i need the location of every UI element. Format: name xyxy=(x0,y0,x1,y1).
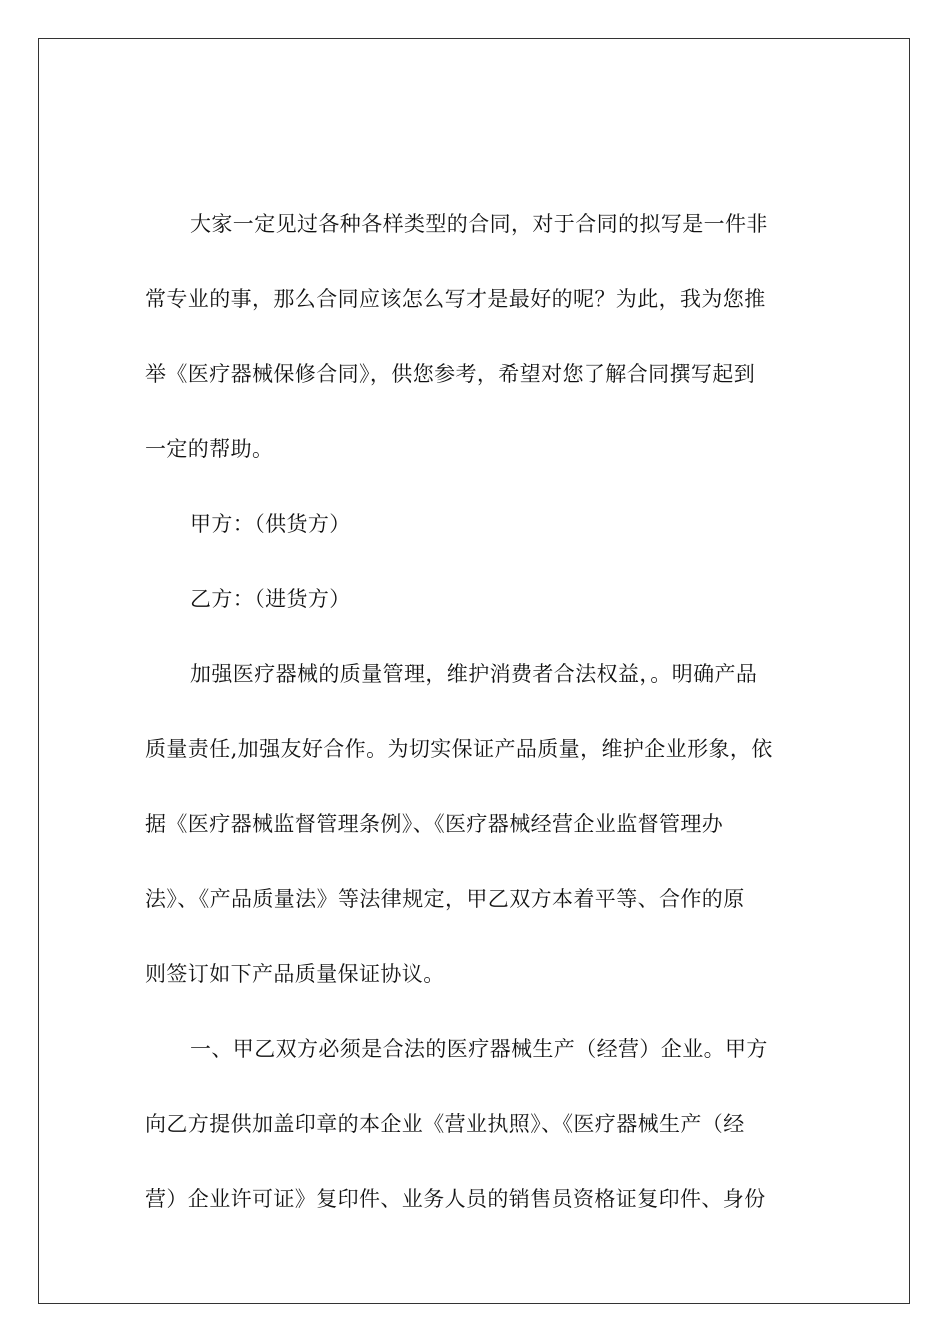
paragraph-purpose-line-1: 加强医疗器械的质量管理，维护消费者合法权益，。明确产品 xyxy=(190,662,758,686)
paragraph-purpose-line-2: 质量责任,加强友好合作。为切实保证产品质量，维护企业形象，依 xyxy=(145,737,773,761)
paragraph-intro-line-1: 大家一定见过各种各样类型的合同，对于合同的拟写是一件非 xyxy=(190,212,768,236)
paragraph-purpose-line-5: 则签订如下产品质量保证协议。 xyxy=(145,962,445,986)
paragraph-intro-line-2: 常专业的事，那么合同应该怎么写才是最好的呢？为此，我为您推 xyxy=(145,287,766,311)
clause-one-line-2: 向乙方提供加盖印章的本企业《营业执照》、《医疗器械生产（经 xyxy=(145,1112,745,1136)
clause-one-line-1: 一、甲乙双方必须是合法的医疗器械生产（经营）企业。甲方 xyxy=(190,1037,768,1061)
paragraph-intro-line-4: 一定的帮助。 xyxy=(145,437,274,461)
document-body xyxy=(145,187,805,1237)
paragraph-intro-line-3: 举《医疗器械保修合同》，供您参考，希望对您了解合同撰写起到 xyxy=(145,362,756,386)
paragraph-purpose-line-3: 据《医疗器械监督管理条例》、《医疗器械经营企业监督管理办 xyxy=(145,812,724,836)
paragraph-purpose-line-4: 法》、《产品质量法》等法律规定，甲乙双方本着平等、合作的原 xyxy=(145,887,745,911)
clause-one-line-3: 营）企业许可证》复印件、业务人员的销售员资格证复印件、身份 xyxy=(145,1187,766,1211)
party-b-line: 乙方：（进货方） xyxy=(190,587,351,611)
party-a-line: 甲方：（供货方） xyxy=(190,512,351,536)
